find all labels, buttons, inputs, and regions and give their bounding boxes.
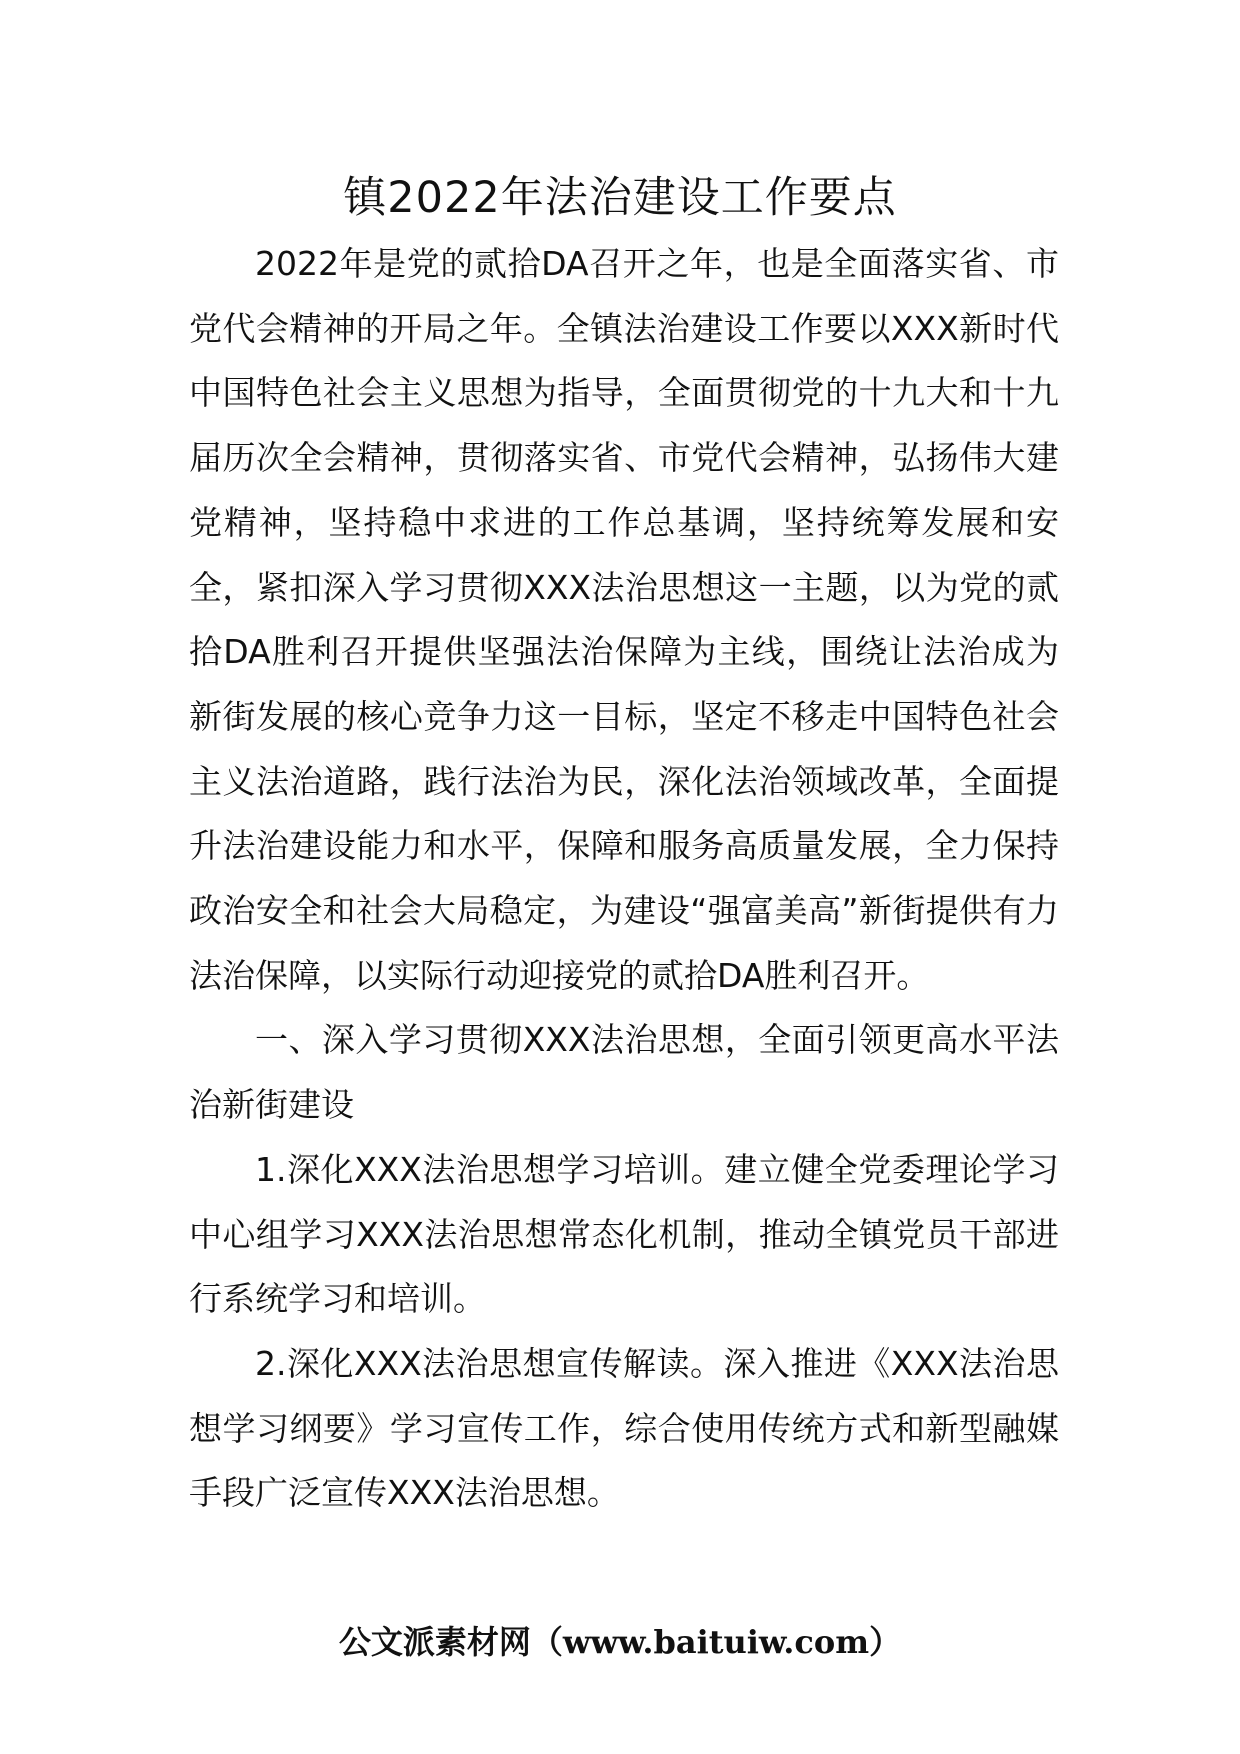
paragraph-item-2: 2.深化XXX法治思想宣传解读。深入推进《XXX法治思想学习纲要》学习宣传工作，综合使用传统方式和新型融媒手段广泛宣传XXX法治思想。: [189, 1343, 1059, 1513]
document-title: 镇2022年法治建设工作要点: [343, 173, 897, 223]
paragraph-section-heading: 一、深入学习贯彻XXX法治思想，全面引领更高水平法治新街建设: [189, 1020, 1059, 1125]
paragraph-item-1: 1.深化XXX法治思想学习培训。建立健全党委理论学习中心组学习XXX法治思想常态化机制，推动全镇党员干部进行系统学习和培训。: [189, 1149, 1059, 1319]
source-watermark: 公文派素材网（www.baituiw.com）: [338, 1623, 902, 1661]
document-body: [189, 232, 1059, 1526]
paragraph-intro: 2022年是党的贰拾DA召开之年，也是全面落实省、市党代会精神的开局之年。全镇法治建设工作要以XXX新时代中国特色社会主义思想为指导，全面贯彻党的十九大和十九届历次全会精神，贯彻落实省、市党代会精神，弘扬伟大建党精神，坚持稳中求进的工作总基调，坚持统筹发展和安全，紧扣深入学习贯彻XXX法治思想这一主题，以为党的贰拾DA胜利召开提供坚强法治保障为主线，围绕让法治成为新街发展的核心竞争力这一目标，坚定不移走中国特色社会主义法治道路，践行法治为民，深化法治领域改革，全面提升法治建设能力和水平，保障和服务高质量发展，全力保持政治安全和社会大局稳定，为建设“强富美高”新街提供有力法治保障，以实际行动迎接党的贰拾DA胜利召开。: [189, 244, 1059, 995]
